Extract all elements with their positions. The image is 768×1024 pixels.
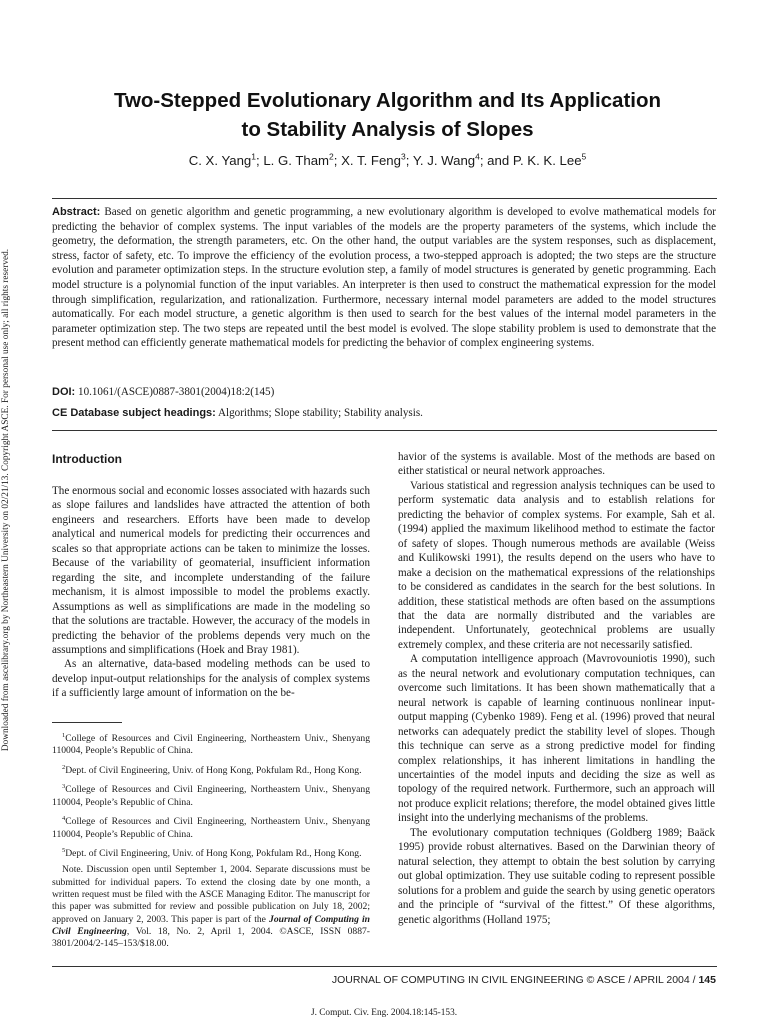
footnote: $^4$College of Resources and Civil Engineering, Northeastern Univ., Shenyang 110004, People’s Republic of China. bbox=[52, 815, 370, 840]
journal-footer-text: JOURNAL OF COMPUTING IN CIVIL ENGINEERING © ASCE / APRIL 2004 / bbox=[331, 974, 699, 986]
subject-headings-label: CE Database subject headings: bbox=[52, 407, 216, 419]
top-divider bbox=[52, 198, 717, 199]
doi-value[interactable]: 10.1061/(ASCE)0887-3801(2004)18:2(145) bbox=[78, 386, 275, 398]
author: X. T. Feng$^3$; bbox=[341, 152, 413, 169]
footnote: $^3$College of Resources and Civil Engineering, Northeastern Univ., Shenyang 110004, People’s Republic of China. bbox=[52, 783, 370, 808]
doi-label: DOI: bbox=[52, 386, 76, 398]
subject-headings bbox=[52, 407, 423, 419]
abstract-label: Abstract: bbox=[52, 206, 101, 218]
paragraph: As an alternative, data-based modeling methods can be used to develop input-output relationships for the analysis of complex systems if a sufficiently large amount of information on the be- bbox=[52, 658, 370, 700]
footnote: $^5$Dept. of Civil Engineering, Univ. of Hong Kong, Pokfulam Rd., Hong Kong. bbox=[62, 846, 362, 860]
paragraph: havior of the systems is available. Most of the methods are based on either statistical or neural network approaches. bbox=[398, 451, 715, 478]
discussion-note: Note. Discussion open until September 1, 2004. Separate discussions must be submitted for individual papers. To extend the closing date by one month, a written request must be filed with the ASCE Managing Editor. The manuscript for this paper was submitted for review and possible publication on July 18, 2002; approved on January 2, 2003. This paper is part of the Journal of Computing in Civil Engineering, Vol. 18, No. 2, April 1, 2004. ©ASCE, ISSN 0887-3801/2004/2-145–153/$18.00. bbox=[52, 864, 370, 950]
author: P. K. K. Lee$^5$ bbox=[512, 152, 587, 169]
title-line-1: Two-Stepped Evolutionary Algorithm and Its Application bbox=[113, 89, 662, 112]
paragraph: Various statistical and regression analysis techniques can be used to perform systematic data analysis and to establish relations for predicting the behavior of complex systems. For example, Sah et al. (1994) applied the maximum likelihood method to estimate the factor of safety of slopes. Though numerous methods are available (Weiss and Kulikowski 1991), the results depend on the users who have to make a decision on the mathematical expressions of the relationships to be considered as candidates in the search for the best solutions. In addition, these statistical methods are often based on the assumptions that the data are normally distributed and the variables are independent. Unfortunately, geotechnical problems are usually extremely complex, and these criteria are not necessarily satisfied. bbox=[398, 479, 715, 651]
abstract-divider bbox=[52, 430, 717, 431]
right-column bbox=[398, 450, 715, 927]
journal-name: Journal of Computing in Civil Engineering bbox=[52, 913, 370, 937]
citation: J. Comput. Civ. Eng. 2004.18:145-153. bbox=[310, 1008, 458, 1018]
doi bbox=[52, 386, 274, 398]
footnotes bbox=[52, 730, 370, 950]
abstract-text: Based on genetic algorithm and genetic programming, a new evolutionary algorithm is developed to evolve mathematical models for predicting the behavior of complex systems. The input variables of the models are the property parameters of the systems, which include the geometry, the deformation, the strength parameters, etc. On the other hand, the output variables are the system responses, such as displacement, stress, factor of safety, etc. To improve the efficiency of the evolution process, a two-stepped approach is adopted; the two steps are the structure evolution and parameter optimization steps. In the structure evolution step, a family of model structures is generated by genetic programming. Each model structure is a polynomial function of the input variables. An interpreter is then used to construct the mathematical expression for the model through simplification, regularization, and rationalization. Furthermore, necessary internal model parameters are added to the model structures automatically. For each model structure, a genetic algorithm is then used to search for the best values of the internal model parameters in the parameter optimization step. The two steps are repeated until the best model is evolved. The slope stability problem is used to demonstrate that the present method can efficiently generate mathematical models for predicting the behavior of complex engineering systems. bbox=[52, 206, 717, 350]
footer-divider bbox=[52, 966, 717, 967]
journal-footer bbox=[332, 974, 716, 986]
footnote-divider bbox=[52, 722, 122, 723]
footnote: $^2$Dept. of Civil Engineering, Univ. of Hong Kong, Pokfulam Rd., Hong Kong. bbox=[62, 763, 362, 776]
author: Y. J. Wang$^4$; and bbox=[412, 152, 513, 169]
left-column bbox=[52, 452, 370, 701]
page-number: 145 bbox=[698, 974, 716, 986]
subject-headings-value: Algorithms; Slope stability; Stability analysis. bbox=[218, 407, 423, 419]
footnote: $^1$College of Resources and Civil Engineering, Northeastern Univ., Shenyang 110004, People’s Republic of China. bbox=[52, 732, 370, 757]
paragraph: A computation intelligence approach (Mavrovouniotis 1990), such as the neural network and evolutionary computation techniques, can overcome such limitations. It has been shown mathematically that a neural network is capable of learning continuous nonlinear input-output mapping (Cybenko 1989). Feng et al. (1996) proved that neural networks can adequately predict the stability level of slopes. Though this technique can serve as a strong predictive model for finding complex relationships, it has inherent limitations in handling the uncertainties of the model inputs and deciding the size as well as topology of the required network. Furthermore, such an approach will not produce explicit relations; therefore, the model obtained gives little insight into the underlying mechanisms of the problems. bbox=[398, 653, 715, 825]
author: L. G. Tham$^2$; bbox=[263, 152, 342, 169]
title-line-2: to Stability Analysis of Slopes bbox=[241, 118, 534, 141]
paper-title bbox=[60, 86, 715, 144]
author: C. X. Yang$^1$; bbox=[188, 152, 264, 169]
download-notice: Downloaded from ascelibrary.org by Northeastern University on 02/21/13. Copyright ASCE. For personal use only; all rights reserved. bbox=[1, 248, 11, 752]
paragraph: The enormous social and economic losses associated with hazards such as slope failures and landslides have attracted the attention of both engineers and researchers. Efforts have been made to develop analytical and numerical models for predicting their occurrences and scales so that appropriate actions can be taken to minimize the losses. Because of the variability of geomaterial, insufficient information regarding the site, and incomplete understanding of the failure mechanism, it is almost impossible to model the problems exactly. Assumptions as well as simplifications are made in the modeling so that the solutions are tractable. However, the accuracy of the models in predicting the behavior of the problems depends very much on the assumptions and simplifications (Hoek and Bray 1981). bbox=[52, 485, 370, 656]
abstract bbox=[52, 205, 716, 351]
section-heading-introduction: Introduction bbox=[52, 452, 122, 466]
author-list bbox=[60, 152, 715, 168]
paragraph: The evolutionary computation techniques (Goldberg 1989; Baäck 1995) provide robust alternatives. Based on the Darwinian theory of natural selection, they attempt to obtain the best solution by carrying out global optimization. They use suitable coding to represent possible solutions for a problem and guide the search by using genetic operators and the principle of “survival of the fittest.” Of these algorithms, genetic algorithms (Holland 1975; bbox=[398, 826, 715, 926]
